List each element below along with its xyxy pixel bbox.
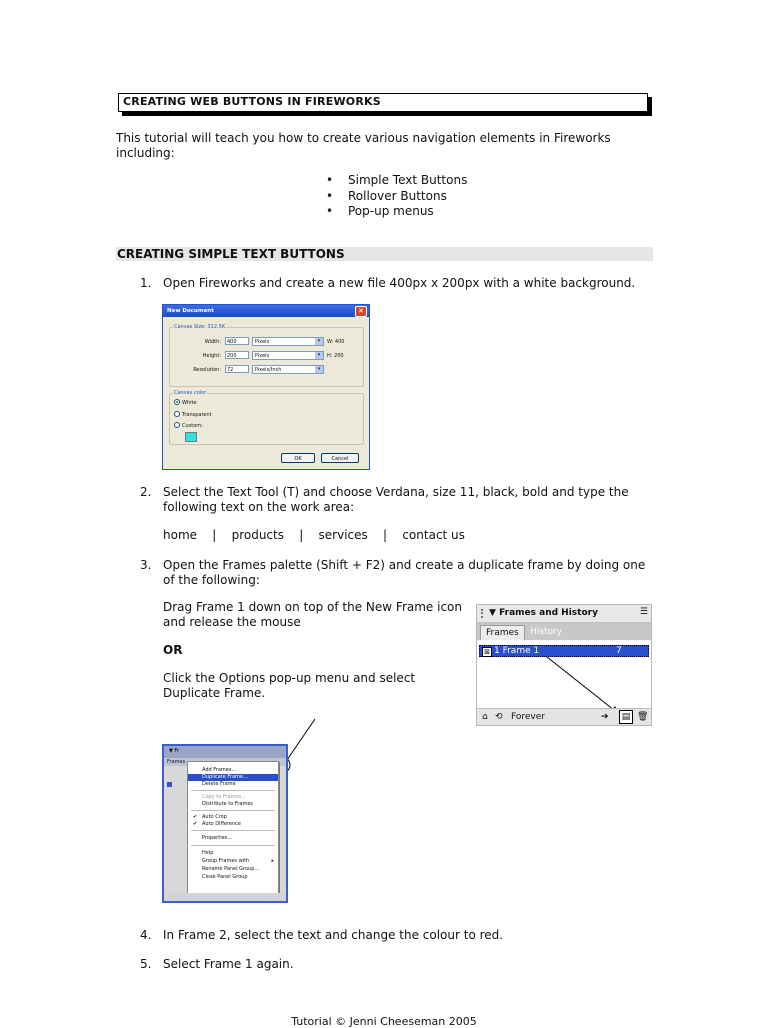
menu-item-add-frames[interactable]: Add Frames... xyxy=(202,767,237,773)
frame-delay: 7 xyxy=(616,646,622,656)
width-field[interactable]: 400 xyxy=(225,337,249,345)
options-menu-icon[interactable]: ☰ xyxy=(639,607,648,617)
step-number: 2. xyxy=(140,485,152,499)
menu-item-duplicate-frame[interactable]: Duplicate Frame... xyxy=(188,774,278,781)
page-footer: Tutorial © Jenni Cheeseman 2005 xyxy=(291,1015,477,1028)
resolution-unit-value: Pixels/Inch xyxy=(255,367,282,373)
step-text: Open Fireworks and create a new file 400px x 200px with a white background. xyxy=(163,276,636,290)
menu-item-copy-to-frames: Copy to Frames... xyxy=(202,794,246,800)
menu-item-label: Auto Difference xyxy=(202,821,241,827)
menu-separator xyxy=(191,810,275,811)
step-number: 4. xyxy=(140,928,152,942)
close-icon[interactable]: ✕ xyxy=(355,306,367,317)
panel-footer xyxy=(477,708,651,725)
step-text: Open the Frames palette (Shift + F2) and create a duplicate frame by doing one of the following: xyxy=(163,558,646,587)
width-readout: W: 400 xyxy=(327,339,345,345)
menu-panel-tabs: Frames xyxy=(164,758,286,766)
menu-item-help[interactable]: Help xyxy=(202,850,214,856)
nav-text-example: home | products | services | contact us xyxy=(163,528,465,542)
drag-instruction: Drag Frame 1 down on top of the New Frame icon and release the mouse xyxy=(163,600,463,629)
new-frame-icon[interactable]: ▤ xyxy=(619,710,633,724)
loop-label: Forever xyxy=(511,712,545,722)
intro-paragraph: This tutorial will teach you how to create various navigation elements in Fireworks including: xyxy=(116,131,611,160)
section-heading xyxy=(116,247,653,261)
ok-button[interactable]: OK xyxy=(281,453,315,463)
custom-color-swatch[interactable] xyxy=(185,432,197,442)
menu-item-auto-difference[interactable] xyxy=(188,821,278,828)
width-label: Width: xyxy=(204,339,221,345)
radio-custom[interactable] xyxy=(174,422,180,428)
bullet-item: • Pop-up menus xyxy=(322,204,467,220)
chevron-down-icon: ▾ xyxy=(315,352,323,359)
radio-custom-label: Custom: xyxy=(182,423,203,429)
onion-skin-icon[interactable]: ⌂ xyxy=(482,712,488,722)
panel-title: ▼ Frames and History xyxy=(489,608,598,618)
dialog-title: New Document xyxy=(167,308,214,314)
frame-row-label: 1 Frame 1 xyxy=(494,646,540,656)
frames-history-panel xyxy=(476,604,652,726)
menu-separator xyxy=(191,845,275,846)
section-heading-text: CREATING SIMPLE TEXT BUTTONS xyxy=(117,247,345,261)
cancel-button[interactable]: Cancel xyxy=(321,453,359,463)
frame-visibility-icon[interactable]: ⊠ xyxy=(482,647,492,657)
width-unit-value: Pixels xyxy=(255,339,270,345)
resolution-unit-select[interactable] xyxy=(252,365,324,374)
step-number: 3. xyxy=(140,558,152,572)
height-field[interactable]: 200 xyxy=(225,351,249,359)
submenu-arrow-icon: ▸ xyxy=(271,858,274,864)
menu-item-label: Auto Crop xyxy=(202,814,227,820)
step-text: Select the Text Tool (T) and choose Verdana, size 11, black, bold and type the following text on the work area: xyxy=(163,485,629,514)
height-readout: H: 200 xyxy=(327,353,344,359)
menu-item-properties[interactable]: Properties... xyxy=(202,835,233,841)
step-text: Select Frame 1 again. xyxy=(163,957,294,971)
trash-icon[interactable]: 🗑 xyxy=(637,712,649,722)
distribute-to-frames-icon[interactable]: ➔ xyxy=(601,712,609,722)
loop-icon[interactable]: ⟲ xyxy=(495,712,503,722)
dialog-titlebar xyxy=(163,305,369,317)
options-popup-menu xyxy=(187,761,279,898)
radio-white[interactable] xyxy=(174,399,180,405)
step-text: In Frame 2, select the text and change the colour to red. xyxy=(163,928,504,942)
bullet-item: • Simple Text Buttons xyxy=(322,173,467,189)
step-number: 1. xyxy=(140,276,152,290)
menu-item-close-panel-group[interactable]: Close Panel Group xyxy=(202,874,248,880)
canvas-color-group xyxy=(169,393,364,445)
bullet-list xyxy=(322,173,467,220)
tutorial-title-text: CREATING WEB BUTTONS IN FIREWORKS xyxy=(123,95,381,108)
height-unit-select[interactable] xyxy=(252,351,324,360)
tab-frames[interactable]: Frames xyxy=(480,625,525,640)
or-label: OR xyxy=(163,643,183,657)
step-number: 5. xyxy=(140,957,152,971)
tutorial-title xyxy=(118,93,648,112)
height-unit-value: Pixels xyxy=(255,353,270,359)
radio-white-label: White xyxy=(182,400,197,406)
chevron-down-icon: ▾ xyxy=(315,366,323,373)
menu-separator xyxy=(191,830,275,831)
canvas-color-label: Canvas color xyxy=(174,390,207,396)
menu-item-rename-panel-group[interactable]: Rename Panel Group... xyxy=(202,866,260,872)
chevron-down-icon: ▾ xyxy=(315,338,323,345)
menu-panel-footer xyxy=(164,893,286,901)
frame-row-marker xyxy=(167,782,172,787)
menu-separator xyxy=(191,790,275,791)
radio-transparent[interactable] xyxy=(174,411,180,417)
panel-title-text: Frames and History xyxy=(499,608,598,618)
menu-item-delete-frame[interactable]: Delete Frame xyxy=(202,781,236,787)
checkmark-icon: ✔ xyxy=(193,814,198,820)
tab-history[interactable]: History xyxy=(530,627,563,637)
resolution-field[interactable]: 72 xyxy=(225,365,249,373)
menu-item-label: Group Frames with xyxy=(202,858,250,864)
canvas-size-label: Canvas Size: 312.5K xyxy=(174,324,226,330)
menu-panel-header: ▼ Fr xyxy=(164,746,286,758)
menu-item-distribute-to-frames[interactable]: Distribute to Frames xyxy=(202,801,254,807)
width-unit-select[interactable] xyxy=(252,337,324,346)
menu-item-auto-crop[interactable] xyxy=(188,814,278,821)
new-document-dialog xyxy=(162,304,370,470)
arrow-annotation xyxy=(477,605,651,725)
height-label: Height: xyxy=(202,353,221,359)
resolution-label: Resolution: xyxy=(193,367,221,373)
radio-transparent-label: Transparent xyxy=(182,412,212,418)
menu-item-group-frames-with[interactable] xyxy=(188,858,278,865)
options-menu-screenshot xyxy=(162,744,288,903)
checkmark-icon: ✔ xyxy=(193,821,198,827)
click-instruction: Click the Options pop-up menu and select Duplicate Frame. xyxy=(163,671,416,700)
bullet-item: • Rollover Buttons xyxy=(322,189,467,205)
